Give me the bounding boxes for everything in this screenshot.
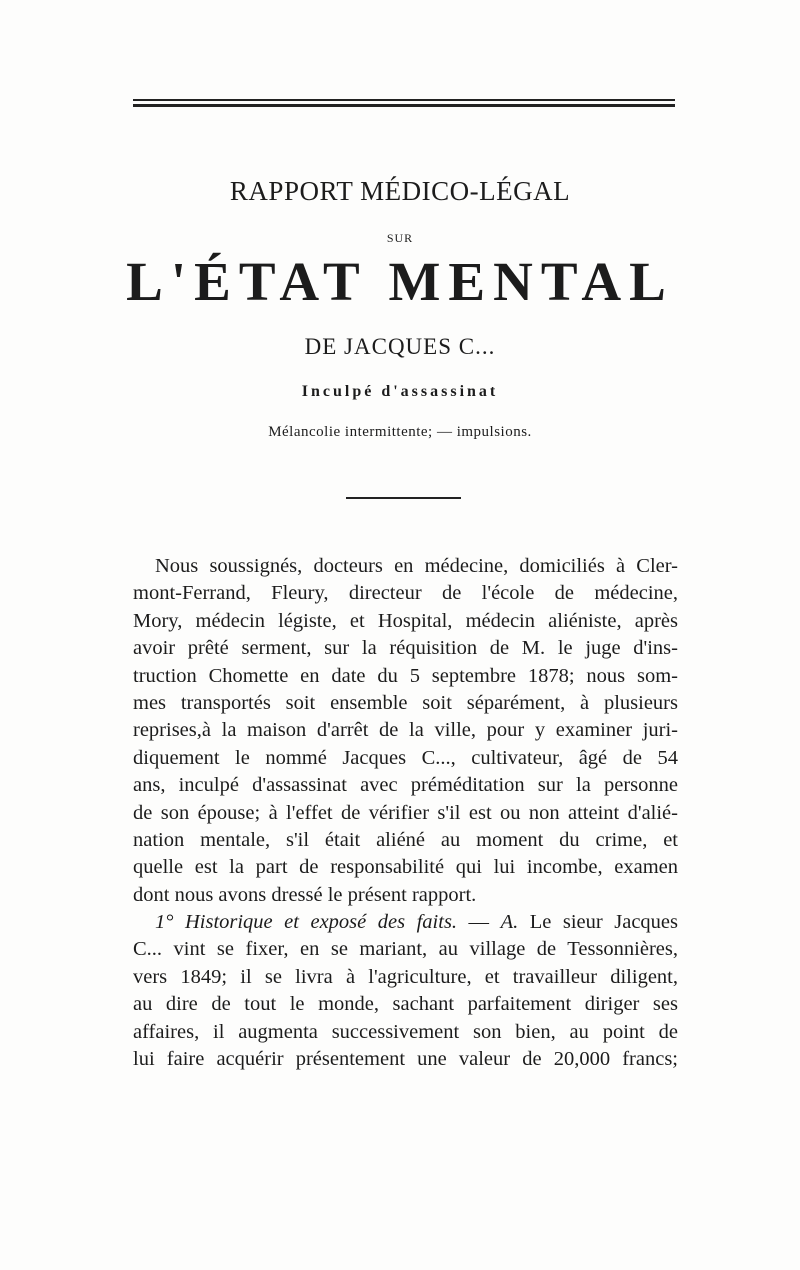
report-body [133, 553, 678, 1073]
text-line-heading [133, 909, 678, 936]
text-line: Nous soussignés, docteurs en médecine, domiciliés à Cler- [155, 555, 678, 577]
text-line: quelle est la part de responsabilité qui lui incombe, examen [133, 856, 678, 879]
text-line: avoir prêté serment, sur la réquisition de M. le juge d'ins- [133, 637, 678, 660]
text-line: ans, inculpé d'assassinat avec préméditation sur la personne [133, 774, 678, 797]
text-line: vers 1849; il se livra à l'agriculture, et travailleur diligent, [133, 965, 678, 988]
section-letter: A. [500, 911, 519, 934]
text-line: dont nous avons dressé le présent rapport. [133, 883, 477, 906]
text-line: C... vint se fixer, en se mariant, au village de Tessonnières, [133, 938, 678, 961]
top-rule-thin [133, 99, 675, 101]
paragraph-2 [133, 909, 678, 1073]
top-double-rule [133, 99, 675, 109]
section-heading: 1° Historique et exposé des faits. [155, 911, 458, 934]
section-divider [346, 497, 461, 499]
text-line: mes transportés soit ensemble soit séparément, à plusieurs [133, 691, 678, 714]
text-line: reprises,à la maison d'arrêt de la ville, pour y examiner juri- [133, 719, 678, 742]
text-line: truction Chomette en date du 5 septembre 1878; nous som- [133, 664, 678, 687]
title-etat-mental: L'ÉTAT MENTAL [126, 251, 674, 312]
top-rule-thick [133, 104, 675, 107]
text-line: nation mentale, s'il était aliéné au moment du crime, et [133, 828, 678, 851]
text-line: diquement le nommé Jacques C..., cultivateur, âgé de 54 [133, 746, 678, 769]
subtitle-melancolie: Mélancolie intermittente; — impulsions. [268, 424, 532, 440]
text-line: de son épouse; à l'effet de vérifier s'il est ou non atteint d'alié- [133, 801, 678, 824]
text-line: Mory, médecin légiste, et Hospital, médecin aliéniste, après [133, 609, 678, 632]
title-de-jacques: DE JACQUES C... [304, 334, 496, 359]
text-line: affaires, il augmenta successivement son bien, au point de [133, 1020, 678, 1043]
title-rapport: RAPPORT MÉDICO-LÉGAL [229, 176, 571, 206]
text-line: lui faire acquérir présentement une valeur de 20,000 francs; [133, 1048, 678, 1071]
subtitle-inculpe: Inculpé d'assassinat [301, 383, 499, 400]
heading-dash: — [457, 911, 501, 934]
heading-rest: Le sieur Jacques [518, 911, 678, 934]
title-sur: SUR [386, 231, 414, 245]
text-line: au dire de tout le monde, sachant parfaitement diriger ses [133, 993, 678, 1016]
text-line: mont-Ferrand, Fleury, directeur de l'école de médecine, [133, 582, 678, 605]
paragraph-1 [133, 553, 678, 909]
